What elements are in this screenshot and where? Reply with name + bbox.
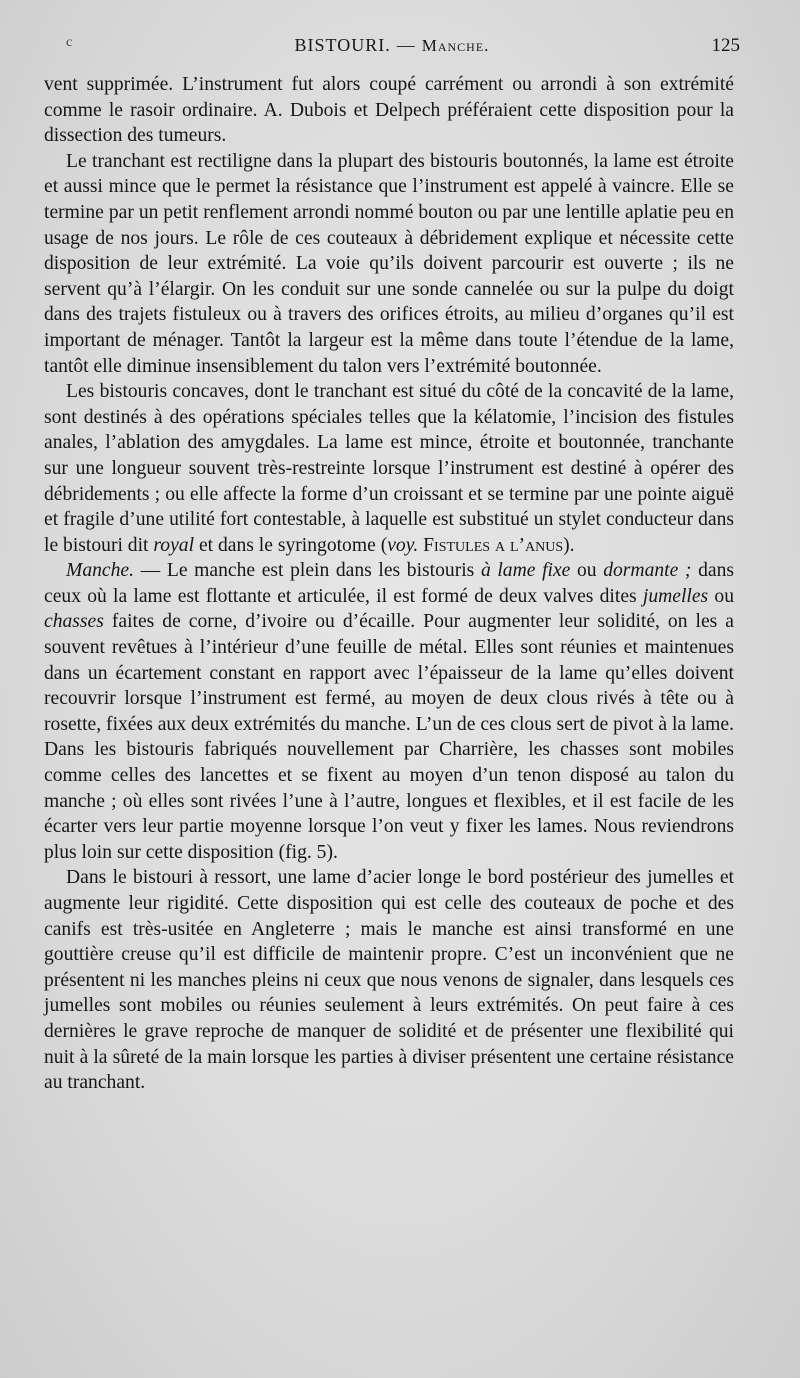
italic-text: voy.	[387, 534, 419, 556]
italic-text: jumelles	[642, 585, 709, 607]
italic-text: à lame fixe	[480, 560, 571, 582]
paragraph-text: — Le manche est plein dans les bistouris	[134, 560, 481, 582]
italic-text: chasses	[44, 611, 104, 633]
italic-text: royal	[153, 534, 195, 556]
paragraph	[44, 72, 734, 149]
paragraph-text: ou	[570, 560, 604, 582]
paragraph	[44, 558, 734, 865]
header-title-group	[44, 35, 740, 56]
header-subtitle: Manche.	[421, 36, 490, 55]
paragraph	[44, 379, 734, 558]
italic-text: Manche.	[66, 560, 135, 582]
header-mark: c	[66, 35, 73, 50]
header-separator: —	[396, 35, 416, 55]
paragraph-text: et dans le syringotome (	[194, 534, 388, 556]
paragraph	[44, 149, 734, 379]
smallcaps-text: Fistules a l’anus	[423, 534, 564, 556]
paragraph-text: vent supprimée. L’instrument fut alors coupé carrément ou arrondi à son extrémité comme le rasoir ordinaire. A. Dubois et Delpech préféraient cette disposition pour la dissection des tumeurs.	[44, 74, 734, 147]
paragraph	[44, 865, 734, 1095]
page-body	[44, 72, 734, 1096]
page-number: 125	[711, 35, 740, 56]
running-header	[44, 33, 740, 63]
paragraph-text: ).	[563, 534, 575, 556]
paragraph-text: Les bistouris concaves, dont le tranchant est situé du côté de la concavité de la lame, sont destinés à des opérations spéciales telles que la kélatomie, l’incision des fistules anales, l’ablation des amygdales. La lame est mince, étroite et boutonnée, tranchante sur une longueur souvent très-restreinte lorsque l’instrument est destiné à opérer des débridements ; ou elle affecte la forme d’un croissant et se termine par une pointe aiguë et fragile d’une utilité fort contestable, à laquelle est substitué un stylet conducteur dans le bistouri dit	[44, 381, 734, 556]
paragraph-text: dans ceux où la lame est flottante et articulée, il est formé de deux valves dites	[44, 560, 735, 607]
paragraph-text: Le tranchant est rectiligne dans la plupart des bistouris boutonnés, la lame est étroite et aussi mince que le permet la résistance que l’instrument est appelé à vaincre. Elle se termine par un petit renflement arrondi nommé bouton ou par une lentille aplatie peu en usage de nos jours. Le rôle de ces couteaux à débridement explique et nécessite cette disposition de leur extrémité. La voie qu’ils doivent parcourir est ouverte ; ils ne servent qu’à l’élargir. On les conduit sur une sonde cannelée ou sur la pulpe du doigt dans des trajets fistuleux ou à travers des orifices étroits, au milieu d’organes qu’il est important de ménager. Tantôt la largeur est la même dans toute l’étendue de la lame, tantôt elle diminue insensiblement du talon vers l’extrémité boutonnée.	[44, 150, 734, 377]
header-title: BISTOURI.	[294, 35, 391, 55]
italic-text: dormante ;	[603, 560, 692, 582]
paragraph-text: faites de corne, d’ivoire ou d’écaille. Pour augmenter leur solidité, on les a souvent revêtues à l’intérieur d’une feuille de métal. Elles sont réunies et maintenues dans un écartement constant en rapport avec l’épaisseur de la lame qu’elles doivent recouvrir lorsque l’instrument est fermé, au moyen de deux clous rivés à tête ou à rosette, fixées aux deux extrémités du manche. L’un de ces clous sert de pivot à la lame. Dans les bistouris fabriqués nouvellement par Charrière, les chasses sont mobiles comme celles des lancettes et se fixent au moyen d’un tenon disposé au talon du manche ; où elles sont rivées l’une à l’autre, longues et flexibles, et il est facile de les écarter vers leur partie moyenne lorsque l’on veut y fixer les lames. Nous reviendrons plus loin sur cette disposition (fig. 5).	[44, 611, 734, 863]
paragraph-text: ou	[708, 585, 734, 607]
paragraph-text: Dans le bistouri à ressort, une lame d’acier longe le bord postérieur des jumelles et augmente leur rigidité. Cette disposition qui est celle des couteaux de poche et des canifs est très-usitée en Angleterre ; mais le manche est ainsi transformé en une gouttière creuse qu’il est difficile de maintenir propre. C’est un inconvénient que ne présentent ni les manches pleins ni ceux que nous venons de signaler, dans lesquels ces jumelles sont mobiles ou réunies seulement à leurs extrémités. On peut faire à ces dernières le grave reproche de manquer de solidité et de présenter une flexibilité qui nuit à la sûreté de la main lorsque les parties à diviser présentent une certaine résistance au tranchant.	[44, 867, 734, 1094]
